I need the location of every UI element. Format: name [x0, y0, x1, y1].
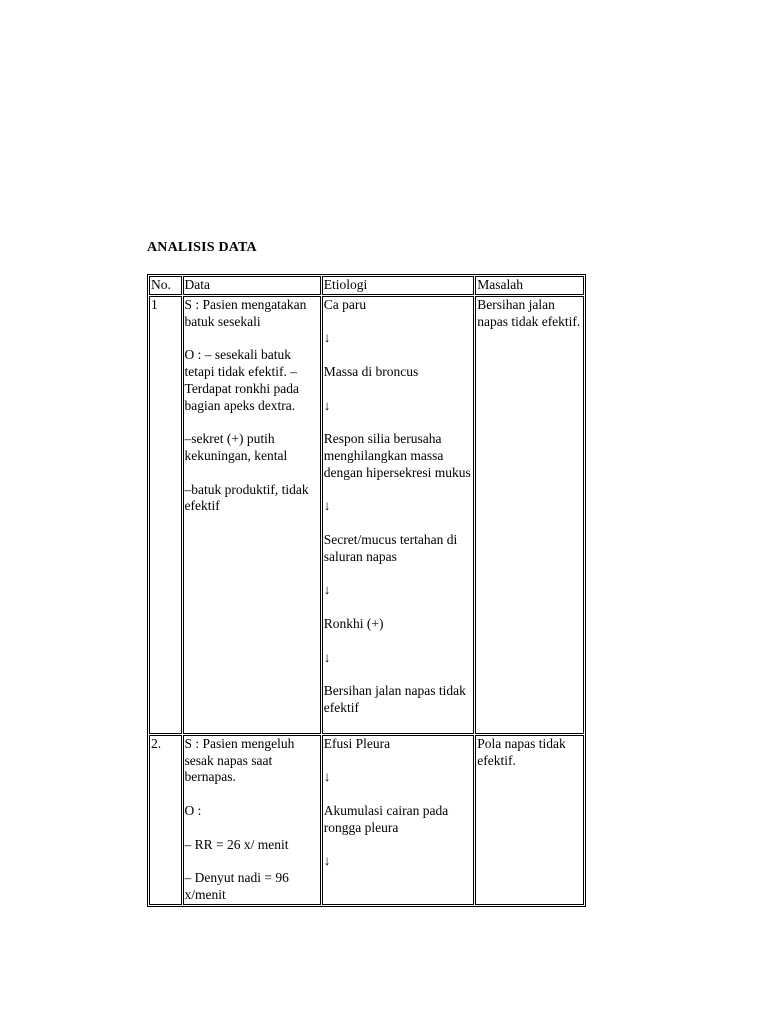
- header-data: Data: [183, 276, 321, 295]
- row-number: 1: [149, 296, 182, 734]
- data-item: –batuk produktif, tidak efektif: [184, 481, 309, 514]
- header-etiologi: Etiologi: [322, 276, 474, 295]
- data-item: –sekret (+) putih kekuningan, kental: [184, 431, 288, 463]
- table-header-row: [149, 276, 584, 295]
- etiologi-step: Akumulasi cairan pada rongga pleura: [323, 802, 449, 835]
- row-number: 2.: [149, 735, 182, 905]
- down-arrow-icon: ↓: [323, 498, 331, 514]
- down-arrow-icon: ↓: [323, 330, 331, 346]
- masalah-cell: Pola napas tidak efektif.: [475, 735, 584, 905]
- masalah-cell: Bersihan jalan napas tidak efektif.: [475, 296, 584, 734]
- etiologi-step: Efusi Pleura: [323, 735, 391, 751]
- etiologi-step: Ca paru: [323, 296, 367, 312]
- etiologi-step: Respon silia berusaha menghilangkan massa dengan hipersekresi mukus: [323, 431, 471, 480]
- down-arrow-icon: ↓: [323, 582, 331, 598]
- down-arrow-icon: ↓: [323, 769, 331, 785]
- down-arrow-icon: ↓: [323, 853, 331, 869]
- table-row: [149, 296, 584, 734]
- down-arrow-icon: ↓: [323, 397, 331, 413]
- table-row: [149, 735, 584, 905]
- etiologi-step: Secret/mucus tertahan di saluran napas: [323, 531, 458, 564]
- data-subjective: S : Pasien mengeluh sesak napas saat bernapas.: [184, 735, 295, 785]
- data-subjective: S : Pasien mengatakan batuk sesekali: [184, 296, 307, 329]
- down-arrow-icon: ↓: [323, 649, 331, 665]
- etiologi-step: Bersihan jalan napas tidak efektif: [323, 683, 466, 715]
- data-item: – RR = 26 x/ menit: [184, 836, 289, 852]
- header-no: No.: [149, 276, 182, 295]
- data-objective: O : – sesekali batuk tetapi tidak efektif. – Terdapat ronkhi pada bagian apeks dextra.: [184, 347, 300, 413]
- etiologi-cell: [322, 735, 474, 905]
- data-cell: [183, 735, 321, 905]
- analysis-table: [147, 274, 586, 907]
- data-objective: O :: [184, 802, 202, 818]
- etiologi-cell: [322, 296, 474, 734]
- header-masalah: Masalah: [475, 276, 584, 295]
- data-item: – Denyut nadi = 96 x/menit: [184, 870, 289, 902]
- document-title: ANALISIS DATA: [147, 240, 257, 255]
- etiologi-step: Massa di broncus: [323, 363, 419, 379]
- etiologi-step: Ronkhi (+): [323, 615, 384, 631]
- data-cell: [183, 296, 321, 734]
